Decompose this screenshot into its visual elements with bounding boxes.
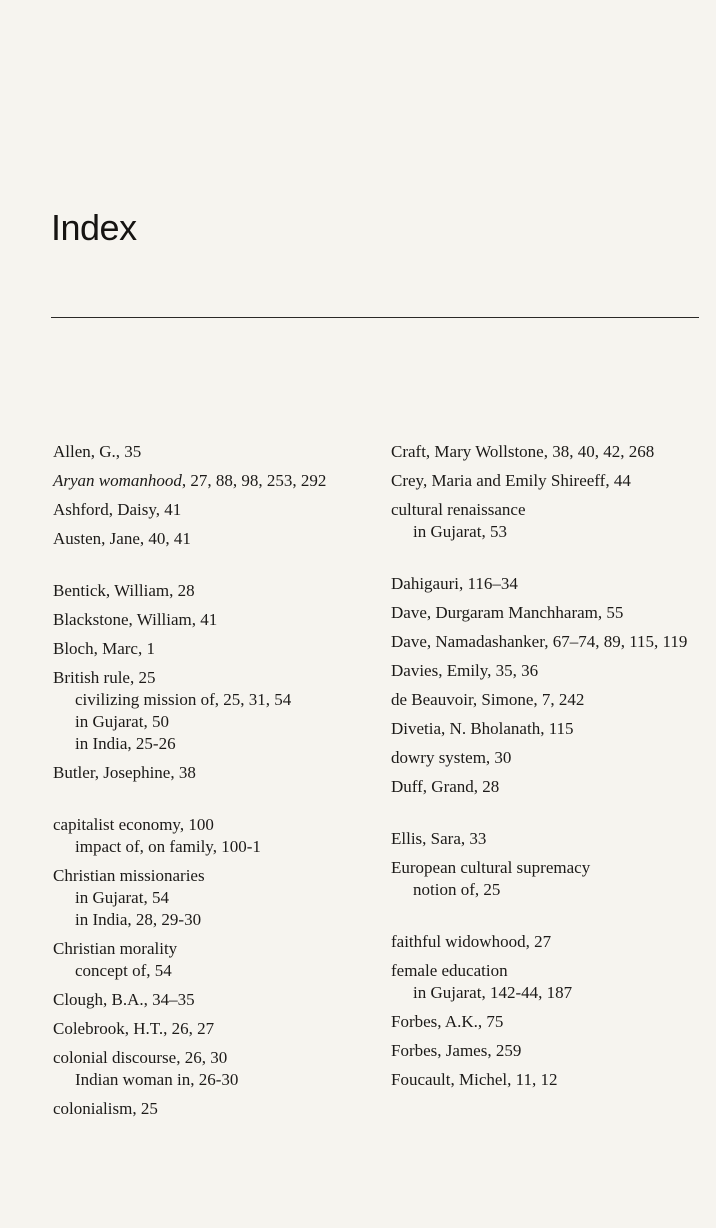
index-entry [53, 865, 353, 931]
index-entry-heading: Christian morality [53, 939, 178, 958]
index-subentry: Indian woman in, 26-30 [75, 1070, 239, 1089]
index-entry-heading: capitalist economy, 100 [53, 815, 214, 834]
index-entry-heading: Forbes, A.K., 75 [391, 1012, 504, 1031]
index-entry-heading: European cultural supremacy [391, 858, 591, 877]
index-subentry: impact of, on family, 100-1 [75, 837, 261, 856]
index-entry [391, 573, 691, 595]
index-entry [53, 470, 353, 492]
index-entry [53, 762, 353, 784]
index-entry-heading: de Beauvoir, Simone, 7, 242 [391, 690, 585, 709]
index-entry-heading: British rule, 25 [53, 668, 156, 687]
index-entry [53, 1047, 353, 1091]
index-subentry: in India, 25-26 [75, 734, 176, 753]
index-entry [391, 718, 691, 740]
index-entry-heading: Butler, Josephine, 38 [53, 763, 196, 782]
index-entry [53, 528, 353, 550]
index-entry [391, 1069, 691, 1091]
index-entry [391, 660, 691, 682]
index-entry-heading: Forbes, James, 259 [391, 1041, 522, 1060]
index-entry [391, 828, 691, 850]
index-entry-heading: Craft, Mary Wollstone, 38, 40, 42, 268 [391, 442, 655, 461]
index-subentry: in Gujarat, 53 [413, 522, 507, 541]
letter-group-gap [391, 550, 691, 573]
index-entry-heading: Dahigauri, 116–34 [391, 574, 518, 593]
index-entry-heading: colonial discourse, 26, 30 [53, 1048, 228, 1067]
index-entry [53, 938, 353, 982]
index-entry [391, 776, 691, 798]
index-subentry: notion of, 25 [413, 880, 501, 899]
index-entry-heading: faithful widowhood, 27 [391, 932, 552, 951]
letter-group-gap [53, 791, 353, 814]
index-entry-heading: Ellis, Sara, 33 [391, 829, 487, 848]
index-entry-heading: Allen, G., 35 [53, 442, 142, 461]
index-entry [391, 602, 691, 624]
index-entry-heading [53, 470, 353, 492]
index-entry-heading: Bloch, Marc, 1 [53, 639, 155, 658]
index-entry [53, 1098, 353, 1120]
index-subentry: civilizing mission of, 25, 31, 54 [75, 690, 292, 709]
index-entry-heading: Duff, Grand, 28 [391, 777, 500, 796]
index-entry-heading: colonialism, 25 [53, 1099, 158, 1118]
index-entry-heading: Clough, B.A., 34–35 [53, 990, 195, 1009]
index-entry [391, 470, 691, 492]
index-column-left [53, 441, 353, 1127]
index-column-right [391, 441, 691, 1098]
index-entry [53, 609, 353, 631]
index-entry-heading: cultural renaissance [391, 500, 526, 519]
index-entry-heading: Foucault, Michel, 11, 12 [391, 1070, 558, 1089]
index-entry-heading: Dave, Durgaram Manchharam, 55 [391, 603, 624, 622]
index-entry [53, 667, 353, 755]
letter-group-gap [391, 805, 691, 828]
index-entry-heading: Bentick, William, 28 [53, 581, 195, 600]
index-entry-heading: Blackstone, William, 41 [53, 610, 218, 629]
index-entry [391, 631, 691, 653]
index-entry-heading: Crey, Maria and Emily Shireeff, 44 [391, 471, 631, 490]
index-entry [53, 1018, 353, 1040]
index-entry-heading: Davies, Emily, 35, 36 [391, 661, 539, 680]
index-entry [391, 689, 691, 711]
index-entry [53, 638, 353, 660]
index-subentry: in India, 28, 29-30 [75, 910, 202, 929]
index-entry [391, 499, 691, 543]
index-entry-heading: Austen, Jane, 40, 41 [53, 529, 191, 548]
index-entry-heading: Divetia, N. Bholanath, 115 [391, 719, 574, 738]
index-entry [53, 441, 353, 463]
letter-group-gap [391, 908, 691, 931]
page-title: Index [51, 207, 137, 248]
index-entry-italic-term: Aryan womanhood [53, 471, 182, 490]
index-entry-heading: dowry system, 30 [391, 748, 512, 767]
index-entry-heading: Colebrook, H.T., 26, 27 [53, 1019, 215, 1038]
index-subentry: concept of, 54 [75, 961, 172, 980]
index-entry-heading: Ashford, Daisy, 41 [53, 500, 182, 519]
index-entry-heading: Dave, Namadashanker, 67–74, 89, 115, 119 [391, 632, 688, 651]
title-rule [51, 317, 699, 318]
index-entry [53, 580, 353, 602]
index-subentry: in Gujarat, 50 [75, 712, 169, 731]
index-entry-pages: , 27, 88, 98, 253, 292 [181, 471, 327, 490]
index-entry [53, 499, 353, 521]
index-entry [391, 931, 691, 953]
index-entry [391, 1040, 691, 1062]
index-subentry: in Gujarat, 54 [75, 888, 169, 907]
index-entry-heading: female education [391, 961, 508, 980]
index-entry [391, 747, 691, 769]
index-entry [391, 857, 691, 901]
index-entry [53, 989, 353, 1011]
index-entry [391, 960, 691, 1004]
index-entry [53, 814, 353, 858]
index-entry [391, 441, 691, 463]
index-entry [391, 1011, 691, 1033]
index-subentry: in Gujarat, 142-44, 187 [413, 983, 573, 1002]
letter-group-gap [53, 557, 353, 580]
index-entry-heading: Christian missionaries [53, 866, 205, 885]
